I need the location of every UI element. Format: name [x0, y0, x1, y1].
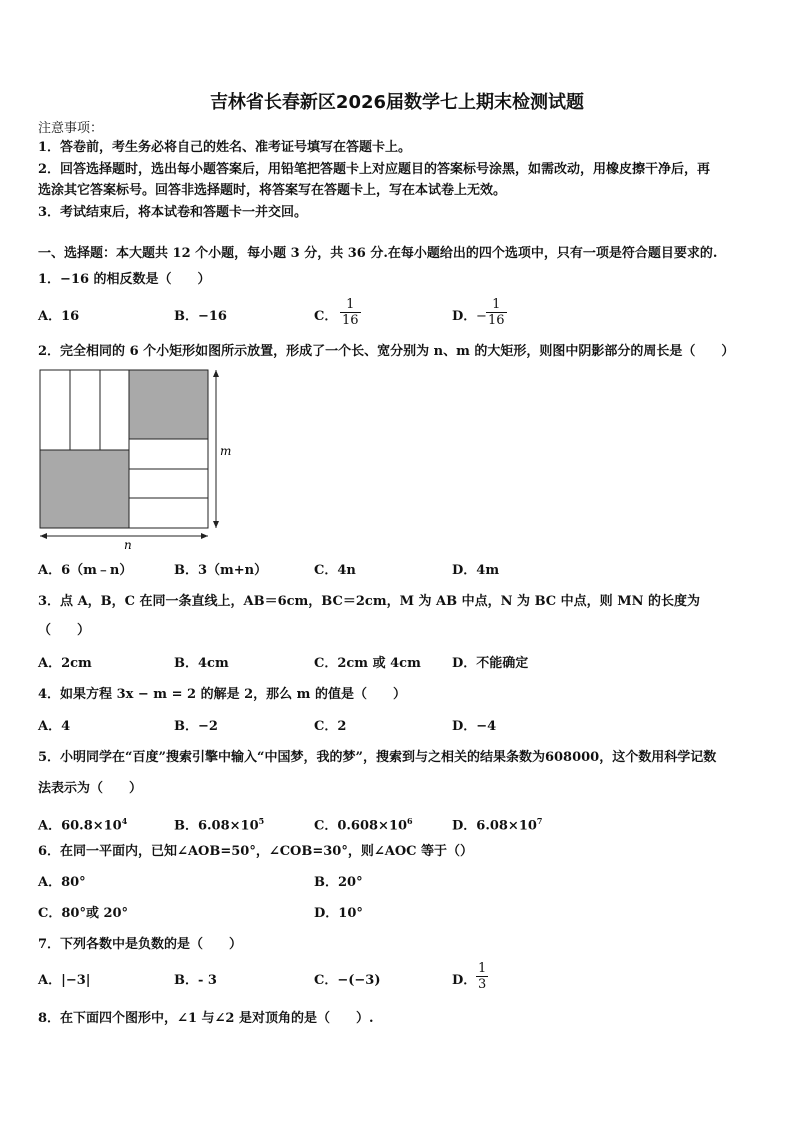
option-d-label: D． [452, 309, 477, 324]
option-exponent: 5 [258, 816, 265, 826]
section-heading: 一、选择题：本大题共 12 个小题，每小题 3 分，共 36 分.在每小题给出的四个选项中，只有一项是符合题目要求的. [38, 246, 718, 261]
dimension-label-m: m [220, 444, 232, 458]
option-a: A．4 [38, 719, 71, 734]
question-stem: 2．完全相同的 6 个小矩形如图所示放置，形成了一个长、宽分别为 n、m 的大矩形，则图中阴影部分的周长是（ ） [38, 344, 735, 359]
question-stem: 5．小明同学在“百度”搜索引擎中输入“中国梦，我的梦”，搜索到与之相关的结果条数为608000，这个数用科学记数 [38, 750, 717, 765]
option-b: B．4cm [174, 656, 229, 671]
rectangle-figure [36, 366, 236, 552]
option-c: C．2 [314, 719, 347, 734]
fraction-numerator: 1 [346, 297, 355, 312]
question-stem: 4．如果方程 3x − m = 2 的解是 2，那么 m 的值是（ ） [38, 687, 406, 702]
question-stem: 6．在同一平面内，已知∠AOB=50°，∠COB=30°，则∠AOC 等于（） [38, 844, 474, 859]
option-d-fraction [476, 961, 488, 992]
option-base: A．60.8×10 [38, 818, 122, 834]
option-d-sign: − [476, 309, 487, 324]
dimension-label-n: n [124, 538, 132, 552]
notice-item: 3．考试结束后，将本试卷和答题卡一并交回。 [38, 205, 308, 220]
option-b: B．−2 [174, 719, 218, 734]
option-b: B．- 3 [174, 973, 217, 988]
notice-item: 选涂其它答案标号。回答非选择题时，将答案写在答题卡上，写在本试卷上无效。 [38, 183, 507, 198]
option-a: A．80° [38, 875, 86, 890]
option-d-fraction [486, 297, 507, 328]
option-d [452, 813, 543, 834]
question-stem: 3．点 A，B，C 在同一条直线上，AB＝6cm，BC＝2cm，M 为 AB 中点，N 为 BC 中点，则 MN 的长度为 [38, 594, 701, 609]
question-stem: 7．下列各数中是负数的是（ ） [38, 937, 243, 952]
option-base: B．6.08×10 [174, 818, 259, 834]
option-exponent: 4 [121, 816, 128, 826]
option-exponent: 7 [536, 816, 543, 826]
option-d-label: D． [452, 973, 477, 988]
fraction-numerator: 1 [492, 297, 501, 312]
option-c [314, 813, 413, 834]
question-stem-cont: （ ） [38, 623, 91, 638]
shaded-rect [40, 450, 129, 528]
option-base: D．6.08×10 [452, 818, 537, 834]
fraction-denominator: 16 [342, 313, 359, 328]
option-c: C．80°或 20° [38, 906, 129, 921]
option-a: A．6（m﹣n） [38, 563, 133, 578]
question-stem: 8．在下面四个图形中，∠1 与∠2 是对顶角的是（ ）. [38, 1011, 374, 1026]
option-c: C．2cm 或 4cm [314, 656, 421, 671]
page-title: 吉林省长春新区2026届数学七上期末检测试题 [209, 92, 585, 113]
fraction-denominator: 16 [488, 313, 505, 328]
option-c-label: C． [314, 309, 338, 324]
option-c-fraction [340, 297, 361, 328]
fraction-denominator: 3 [478, 977, 487, 992]
notice-heading: 注意事项： [38, 121, 104, 136]
option-a: A．2cm [38, 656, 92, 671]
option-d: D．4m [452, 563, 500, 578]
option-a [38, 813, 127, 834]
option-c: C．−(−3) [314, 973, 381, 988]
option-a: A．16 [38, 309, 80, 324]
fraction-numerator: 1 [478, 961, 487, 976]
option-b: B．20° [314, 875, 363, 890]
option-d: D．10° [314, 906, 363, 921]
option-c: C．4n [314, 563, 356, 578]
option-b: B．3（m+n） [174, 563, 268, 578]
option-b [174, 813, 264, 834]
option-b: B．−16 [174, 309, 227, 324]
notice-item: 1．答卷前，考生务必将自己的姓名、准考证号填写在答题卡上。 [38, 140, 412, 155]
option-d: D．不能确定 [452, 656, 529, 671]
question-stem-cont: 法表示为（ ） [38, 781, 143, 796]
shaded-rect [129, 370, 208, 439]
question-stem: 1．−16 的相反数是（ ） [38, 272, 211, 287]
option-d: D．−4 [452, 719, 497, 734]
option-base: C．0.608×10 [314, 818, 408, 834]
option-exponent: 6 [407, 816, 413, 826]
option-a: A．|−3| [38, 973, 91, 988]
notice-item: 2．回答选择题时，选出每小题答案后，用铅笔把答题卡上对应题目的答案标号涂黑，如需改动，用橡皮擦干净后，再 [38, 162, 711, 177]
